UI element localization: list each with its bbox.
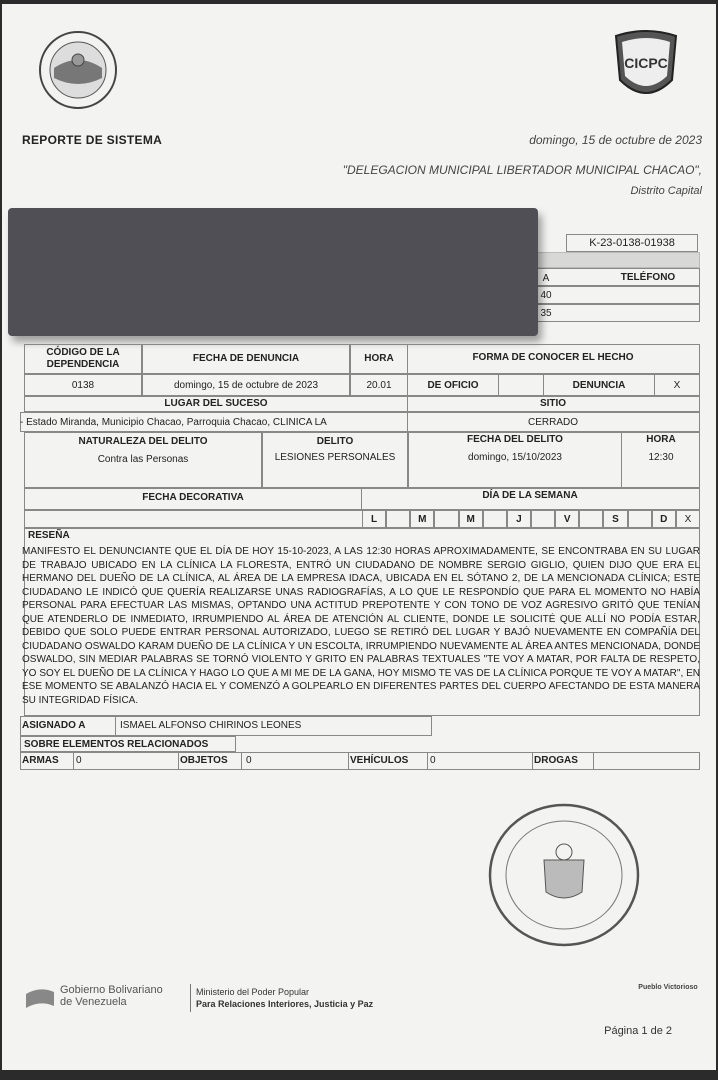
delegation-name: "DELEGACION MUNICIPAL LIBERTADOR MUNICIPAL CHACAO", xyxy=(342,163,702,177)
day-label: S xyxy=(603,510,627,528)
lugar-label: LUGAR DEL SUCESO xyxy=(164,398,268,409)
delito-label: DELITO xyxy=(316,436,354,447)
day-label: M xyxy=(410,510,434,528)
vehiculos-value: 0 xyxy=(430,755,436,766)
objetos-label: OBJETOS xyxy=(180,755,228,766)
flag-icon xyxy=(24,984,56,1010)
day-label: D xyxy=(652,510,676,528)
day-checkbox xyxy=(579,510,603,528)
ministry-seal-logo xyxy=(34,30,122,110)
region-name: Distrito Capital xyxy=(630,185,702,197)
lugar-value: - Estado Miranda, Municipio Chacao, Parroquia Chacao, CLINICA LA xyxy=(20,417,327,428)
asignado-label: ASIGNADO A xyxy=(22,720,86,731)
day-checkbox xyxy=(531,510,555,528)
redaction-block xyxy=(8,208,538,336)
vehiculos-label: VEHÍCULOS xyxy=(350,755,409,766)
objetos-value: 0 xyxy=(246,755,252,766)
ministerio-footer xyxy=(196,986,373,1010)
partial-a: A xyxy=(542,273,550,284)
telefono-label: TELÉFONO xyxy=(620,272,676,283)
report-date: domingo, 15 de octubre de 2023 xyxy=(529,133,702,147)
ministerio-line2: Para Relaciones Interiores, Justicia y Paz xyxy=(196,999,374,1009)
fecha-decorativa-label: FECHA DECORATIVA xyxy=(142,492,244,503)
expediente-number: K-23-0138-01938 xyxy=(589,237,675,249)
day-checkbox xyxy=(386,510,410,528)
armas-label: ARMAS xyxy=(22,755,59,766)
codigo-label: CÓDIGO DE LA DEPENDENCIA xyxy=(46,347,120,370)
day-of-week-row xyxy=(362,510,700,528)
oficio-check-cell xyxy=(498,374,544,396)
cicpc-logo xyxy=(612,28,680,106)
gobierno-line1: Gobierno Bolivariano xyxy=(60,984,163,996)
report-title: REPORTE DE SISTEMA xyxy=(22,133,163,147)
day-checkbox xyxy=(628,510,652,528)
cicpc-logo-text: CICPC xyxy=(624,55,668,71)
gobierno-line2: de Venezuela xyxy=(60,996,127,1008)
day-checkbox xyxy=(434,510,458,528)
de-oficio-label: DE OFICIO xyxy=(427,380,479,391)
day-label: V xyxy=(555,510,579,528)
hora-delito-value: 12:30 xyxy=(648,452,674,463)
drogas-label: DROGAS xyxy=(534,755,578,766)
asignado-value: ISMAEL ALFONSO CHIRINOS LEONES xyxy=(120,720,302,731)
day-checkbox: X xyxy=(676,510,700,528)
day-checkbox xyxy=(483,510,507,528)
naturaleza-value: Contra las Personas xyxy=(97,454,189,465)
hora-label: HORA xyxy=(364,353,394,364)
day-label: J xyxy=(507,510,531,528)
delito-value: LESIONES PERSONALES xyxy=(274,452,396,463)
fecha-denuncia-label: FECHA DE DENUNCIA xyxy=(192,353,300,364)
sitio-value: CERRADO xyxy=(527,417,578,428)
official-stamp-seal xyxy=(486,800,642,950)
hora-value: 20.01 xyxy=(366,380,392,391)
day-label: L xyxy=(362,510,386,528)
codigo-value: 0138 xyxy=(71,380,95,391)
gobierno-bolivariano xyxy=(60,984,163,1008)
page-number: Página 1 de 2 xyxy=(604,1025,672,1037)
forma-label: FORMA DE CONOCER EL HECHO xyxy=(472,352,634,363)
elementos-label: SOBRE ELEMENTOS RELACIONADOS xyxy=(24,739,209,750)
denuncia-label: DENUNCIA xyxy=(572,380,626,391)
resena-label: RESEÑA xyxy=(28,530,70,541)
dia-semana-label: DÍA DE LA SEMANA xyxy=(482,490,578,501)
fecha-delito-value: domingo, 15/10/2023 xyxy=(468,452,562,463)
resena-text: MANIFESTO EL DENUNCIANTE QUE EL DÍA DE HOY 15-10-2023, A LAS 12:30 HORAS APROXIMADAMENTE, SE ENCONTRABA EN SU LUGAR DE TRABAJO UBICADO EN LA CLÍNICA LA FLORESTA, ENTRÓ UN CIUDADANO DE NOMBRE SERGIO GIGLIO, QUIEN DIJO QUE ERA EL HERMANO DEL DUEÑO DE LA CLÍNICA, AL ÁREA DE LA EMPRESA IDACA, UBICADA EN EL SÓTANO 2, DE LA MENCIONADA CLÍNICA; ESTE CIUDADANO LE INDICÓ QUE QUERÍA REALIZARSE UNAS RADIOGRAFÍAS, A LO QUE LE RESPONDÍO QUE PARA EL MOMENTO NO HABÍA PERSONAL PARA EFECTUAR LAS MISMAS, OPTANDO UNA ACTITUD PREPOTENTE Y CON TONO DE VOZ AGRESIVO GRITÓ QUE TENÍAN QUE ATENDERLO DE INMEDIATO, IRRUMPIENDO AL ÁREA DE ATENCIÓN AL CLIENTE, DONDE LE SOLICITÉ QUE ALLÍ NO PODÍA ESTAR, DEBIDO QUE SOLO PUEDE ENTRAR PERSONAL AUTORIZADO, LUEGO SE RETIRÓ DEL LUGAR Y BAJÓ NUEVAMENTE EN COMPAÑÍA DEL CIUDADANO OSWALDO KARAM DUEÑO DE LA CLÍNICA Y UN ESCOLTA, IRRUMPIENDO NUEVAMENTE AL ÁREA ANTES MENCIONADA, DONDE OSWALDO, SIN MEDIAR PALABRAS SE TORNÓ VIOLENTO Y GRITO EN PALABRAS TEXTUALES "TE VOY A MATAR, POR FALTA DE RESPETO, YO SOY EL DUEÑO DE LA CLÍNICA Y HAGO LO QUE A MI ME DE LA GANA, HOY MISMO TE VAS DE LA CLÍNICA PORQUE TE VOY A MATAR", EN ESE MOMENTO SE ABALANZÓ HACIA EL Y COMENZÓ A GOLPEARLO EN DIFERENTES PARTES DEL CUERPO AFECTANDO DE ESTA MANERA SU INTEGRIDAD FÍSICA. xyxy=(22,546,700,706)
footer-divider xyxy=(190,984,191,1012)
sitio-label: SITIO xyxy=(539,398,567,409)
pueblo-victorioso-logo: Pueblo Victorioso xyxy=(638,984,698,991)
fecha-denuncia-value: domingo, 15 de octubre de 2023 xyxy=(174,380,318,391)
denuncia-mark: X xyxy=(673,380,681,391)
naturaleza-label: NATURALEZA DEL DELITO xyxy=(78,436,208,447)
armas-value: 0 xyxy=(76,755,82,766)
fecha-delito-label: FECHA DEL DELITO xyxy=(467,434,563,445)
ministerio-line1: Ministerio del Poder Popular xyxy=(196,987,310,997)
partial-35: 35 xyxy=(540,308,552,319)
hora-delito-label: HORA xyxy=(646,434,676,445)
day-label: M xyxy=(459,510,483,528)
partial-40: 40 xyxy=(540,290,552,301)
